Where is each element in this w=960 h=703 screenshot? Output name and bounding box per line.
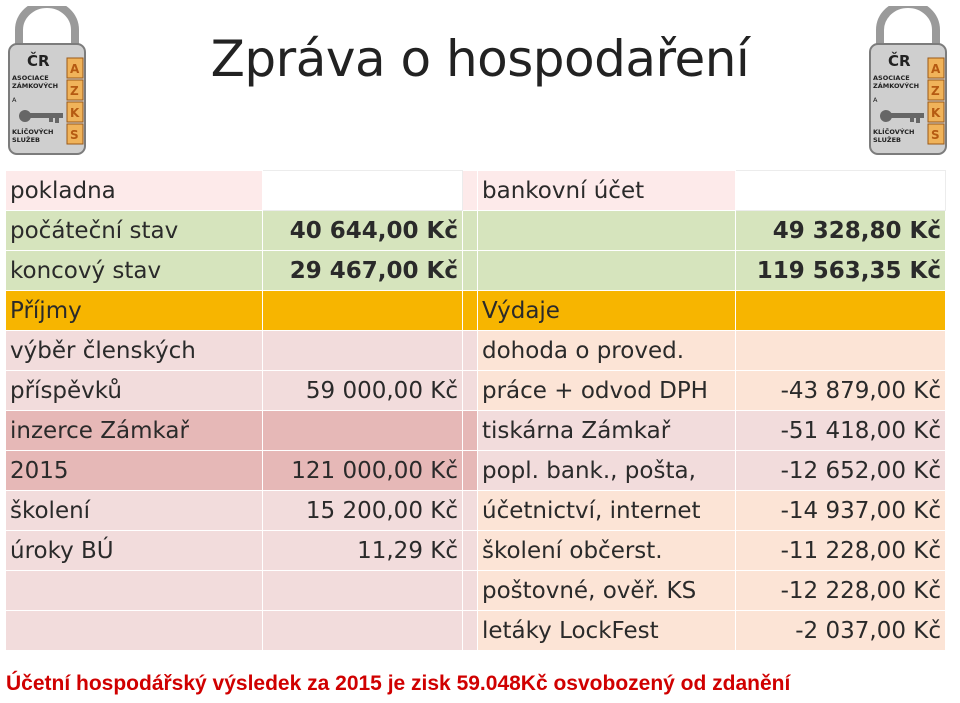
income-value: 11,29 Kč	[263, 531, 463, 571]
closing-balance-label: koncový stav	[6, 251, 263, 291]
opening-bank-value: 49 328,80 Kč	[736, 211, 946, 251]
svg-text:A: A	[873, 96, 878, 104]
expense-label: letáky LockFest	[478, 611, 736, 651]
income-value: 15 200,00 Kč	[263, 491, 463, 531]
income-value: 121 000,00 Kč	[263, 451, 463, 491]
svg-text:A: A	[12, 96, 17, 104]
expense-label: tiskárna Zámkař	[478, 411, 736, 451]
expense-label: školení občerst.	[478, 531, 736, 571]
income-value	[263, 411, 463, 451]
svg-text:K: K	[931, 106, 941, 120]
income-label: úroky BÚ	[6, 531, 263, 571]
expense-value: -12 228,00 Kč	[736, 571, 946, 611]
opening-balance-row	[6, 211, 946, 251]
section-header-row	[6, 291, 946, 331]
svg-text:K: K	[70, 106, 80, 120]
expense-label: popl. bank., pošta,	[478, 451, 736, 491]
table-row	[6, 531, 946, 571]
expenses-section-label: Výdaje	[478, 291, 736, 331]
table-row	[6, 611, 946, 651]
table-row	[6, 371, 946, 411]
income-label: příspěvků	[6, 371, 263, 411]
closing-cash-value: 29 467,00 Kč	[263, 251, 463, 291]
svg-text:ČR: ČR	[27, 52, 50, 70]
svg-text:S: S	[70, 128, 79, 142]
income-value	[263, 571, 463, 611]
result-summary: Účetní hospodářský výsledek za 2015 je zisk 59.048Kč osvobozený od zdanění	[6, 672, 791, 695]
expense-label: dohoda o proved.	[478, 331, 736, 371]
svg-text:A: A	[70, 62, 80, 76]
income-label: inzerce Zámkař	[6, 411, 263, 451]
svg-text:A: A	[931, 62, 941, 76]
income-label: výběr členských	[6, 331, 263, 371]
table-row	[6, 451, 946, 491]
svg-text:SLUŽEB: SLUŽEB	[12, 136, 40, 144]
income-value: 59 000,00 Kč	[263, 371, 463, 411]
table-row	[6, 571, 946, 611]
income-label	[6, 611, 263, 651]
expense-value: -11 228,00 Kč	[736, 531, 946, 571]
svg-text:ASOCIACE: ASOCIACE	[873, 74, 910, 82]
closing-bank-value: 119 563,35 Kč	[736, 251, 946, 291]
expense-label: práce + odvod DPH	[478, 371, 736, 411]
svg-text:KLÍČOVÝCH: KLÍČOVÝCH	[873, 128, 915, 136]
closing-balance-row	[6, 251, 946, 291]
income-section-label: Příjmy	[6, 291, 263, 331]
expense-label: poštovné, ověř. KS	[478, 571, 736, 611]
expense-value: -14 937,00 Kč	[736, 491, 946, 531]
income-label	[6, 571, 263, 611]
svg-text:ČR: ČR	[888, 52, 911, 70]
table-header-row	[6, 171, 946, 211]
cash-header: pokladna	[6, 171, 263, 211]
svg-text:Z: Z	[70, 84, 79, 98]
financial-report-table	[5, 170, 946, 651]
expense-value: -12 652,00 Kč	[736, 451, 946, 491]
income-label: školení	[6, 491, 263, 531]
table-row	[6, 411, 946, 451]
bank-header: bankovní účet	[478, 171, 736, 211]
expense-value: -51 418,00 Kč	[736, 411, 946, 451]
svg-text:ZÁMKOVÝCH: ZÁMKOVÝCH	[12, 82, 59, 90]
opening-cash-value: 40 644,00 Kč	[263, 211, 463, 251]
table-row	[6, 491, 946, 531]
svg-text:SLUŽEB: SLUŽEB	[873, 136, 901, 144]
expense-value: -2 037,00 Kč	[736, 611, 946, 651]
svg-text:Z: Z	[931, 84, 940, 98]
svg-text:S: S	[931, 128, 940, 142]
svg-text:ZÁMKOVÝCH: ZÁMKOVÝCH	[873, 82, 920, 90]
opening-balance-label: počáteční stav	[6, 211, 263, 251]
page-title: Zpráva o hospodaření	[210, 30, 750, 88]
expense-value: -43 879,00 Kč	[736, 371, 946, 411]
income-label: 2015	[6, 451, 263, 491]
expense-value	[736, 331, 946, 371]
income-value	[263, 331, 463, 371]
income-value	[263, 611, 463, 651]
svg-text:ASOCIACE: ASOCIACE	[12, 74, 49, 82]
svg-text:KLÍČOVÝCH: KLÍČOVÝCH	[12, 128, 54, 136]
expense-label: účetnictví, internet	[478, 491, 736, 531]
table-row	[6, 331, 946, 371]
